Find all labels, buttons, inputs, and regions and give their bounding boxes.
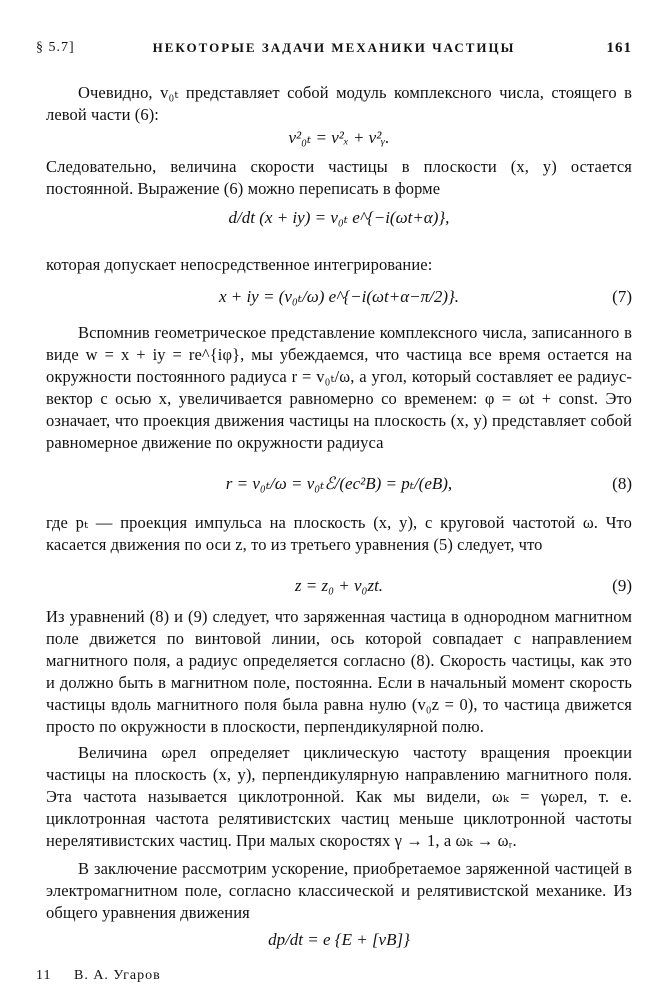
formula-velocity-modulus [46,128,632,148]
signature-mark: 11 [36,968,52,983]
equation-number: (9) [612,576,632,595]
formula-derivative [46,208,632,228]
formula-text: dp/dt = e {E + [vB]} [268,930,410,949]
paragraph-7: Величина ωрел определяет циклическую частоту вращения проекции частицы на плоскость (x, y), перпендикулярную направлению магнитного поля. Эта частота называется циклотронной. Как мы видели, ωₖ = γωрел, т. е. циклотронная частота релятивистских частиц меньше циклотронной частоты нерелятивистских частиц. При малых скоростях γ → 1, а ωₖ → ωᵣ. [46,743,632,850]
formula-integral [46,287,632,307]
paragraph-2: Следовательно, величина скорости частицы в плоскости (x, y) остается постоянной. Выражение (6) можно переписать в форме [46,157,632,198]
author-name: В. А. Угаров [73,968,161,983]
equation-number: (8) [612,474,632,493]
paragraph-4: Вспомнив геометрическое представление комплексного числа, записанного в виде w = x + iy = re^{iφ}, мы убеждаемся, что частица все время остается на окружности постоянного радиуса r = v₀ₜ/ω, а угол, который составляет ее радиус-вектор с осью x, увеличивается равномерно со временем: φ = ωt + const. Это означает, что проекция движения частицы на плоскость (x, y) представляет собой равномерное движение по окружности радиуса [46,323,632,452]
formula-text: z = z₀ + v₀zt. [294,576,384,595]
paragraph-1: Очевидно, v₀ₜ представляет собой модуль комплексного числа, стоящего в левой части (6): [46,83,632,124]
paragraph-6: Из уравнений (8) и (9) следует, что заряженная частица в однородном магнитном поле движется по винтовой линии, ось которой совпадает с направлением магнитного поля, а радиус определяется согласно (8). Скорость частицы, как это и должно быть в магнитном поле, постоянна. Если в начальный момент скорость частицы вдоль магнитного поля была равна нулю (v₀z = 0), то частица движется просто по окружности в плоскости, перпендикулярной полю. [46,607,632,736]
running-title: НЕКОТОРЫЕ ЗАДАЧИ МЕХАНИКИ ЧАСТИЦЫ [152,40,516,55]
paragraph-3: которая допускает непосредственное интегрирование: [46,255,433,274]
formula-text: d/dt (x + iy) = v₀ₜ e^{−i(ωt+α)}, [228,208,450,227]
formula-radius [46,474,632,494]
paragraph-5: где pₜ — проекция импульса на плоскость (x, y), с круговой частотой ω. Что касается движения по оси z, то из третьего уравнения (5) следует, что [46,513,632,554]
formula-text: x + iy = (v₀ₜ/ω) e^{−i(ωt+α−π/2)}. [218,287,460,306]
running-header [36,40,632,60]
formula-text: v²₀ₜ = v²ₓ + v²ᵧ. [288,128,390,147]
paragraph-8: В заключение рассмотрим ускорение, приобретаемое заряженной частицей в электромагнитном поле, согласно классической и релятивистской механике. Из общего уравнения движения [46,859,632,922]
section-number: § 5.7] [36,40,75,55]
page-number: 161 [606,40,632,56]
page-footer [36,968,161,984]
formula-text: r = v₀ₜ/ω = v₀ₜℰ/(ec²B) = pₜ/(eB), [225,474,453,493]
formula-equation-of-motion [46,930,632,950]
formula-z-motion [46,576,632,596]
equation-number: (7) [612,287,632,306]
